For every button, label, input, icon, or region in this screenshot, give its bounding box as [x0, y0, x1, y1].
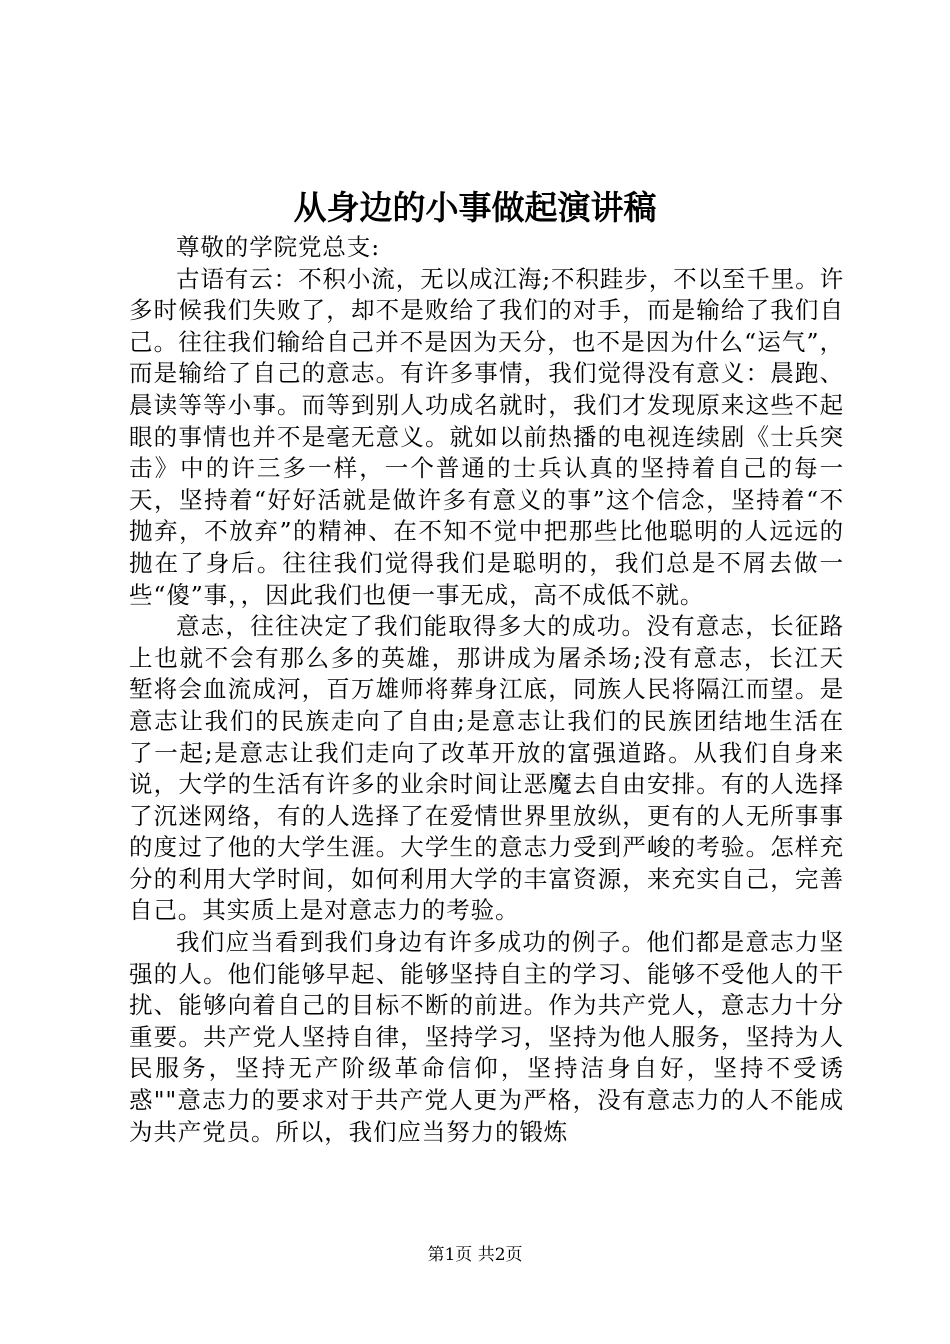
- document-body: [129, 232, 844, 1148]
- paragraph-1: 古语有云：不积小流，无以成江海;不积跬步，不以至千里。许多时候我们失败了，却不是败给了我们的对手，而是输给了我们自己。往往我们输给自己并不是因为天分，也不是因为什么“运气”，而是输给了自己的意志。有许多事情，我们觉得没有意义：晨跑、晨读等等小事。而等到别人功成名就时，我们才发现原来这些不起眼的事情也并不是毫无意义。就如以前热播的电视连续剧《士兵突击》中的许三多一样，一个普通的士兵认真的坚持着自己的每一天，坚持着“好好活就是做许多有意义的事”这个信念，坚持着“不抛弃，不放弃”的精神、在不知不觉中把那些比他聪明的人远远的抛在了身后。往往我们觉得我们是聪明的，我们总是不屑去做一些“傻”事，，因此我们也便一事无成，高不成低不就。: [129, 264, 844, 609]
- paragraph-3: 我们应当看到我们身边有许多成功的例子。他们都是意志力坚强的人。他们能够早起、能够坚持自主的学习、能够不受他人的干扰、能够向着自己的目标不断的前进。作为共产党人，意志力十分重要。共产党人坚持自律，坚持学习，坚持为他人服务，坚持为人民服务，坚持无产阶级革命信仰，坚持洁身自好，坚持不受诱惑""意志力的要求对于共产党人更为严格，没有意志力的人不能成为共产党员。所以，我们应当努力的锻炼: [129, 928, 844, 1146]
- page-indicator: 第1页 共2页: [427, 1245, 523, 1265]
- paragraph-2: 意志，往往决定了我们能取得多大的成功。没有意志，长征路上也就不会有那么多的英雄，那讲成为屠杀场;没有意志，长江天堑将会血流成河，百万雄师将葬身江底，同族人民将隔江而望。是意志让我们的民族走向了自由;是意志让我们的民族团结地生活在了一起;是意志让我们走向了改革开放的富强道路。从我们自身来说，大学的生活有许多的业余时间让恶魔去自由安排。有的人选择了沉迷网络，有的人选择了在爱情世界里放纵，更有的人无所事事的度过了他的大学生涯。大学生的意志力受到严峻的考验。怎样充分的利用大学时间，如何利用大学的丰富资源，来充实自己，完善自己。其实质上是对意志力的考验。: [129, 612, 844, 925]
- salutation: 尊敬的学院党总支:: [176, 233, 381, 261]
- document-title: 从身边的小事做起演讲稿: [293, 188, 657, 227]
